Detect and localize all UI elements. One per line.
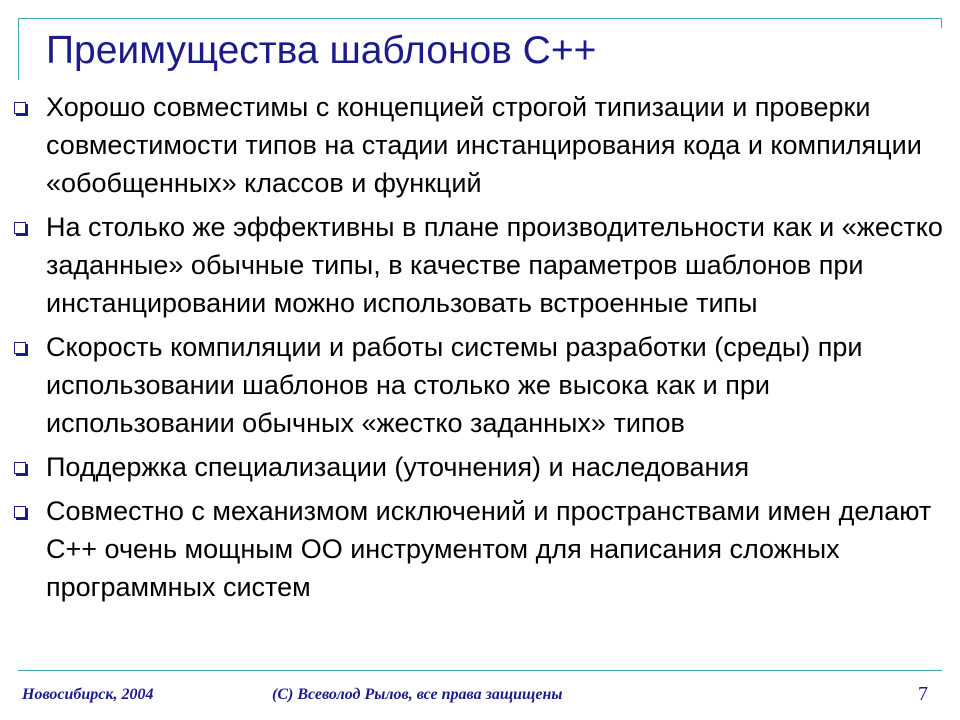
frame-top-line [18,18,942,19]
bullet-item [0,448,946,486]
square-bullet-icon [14,222,26,234]
square-bullet-icon [14,462,26,474]
frame-right-tick [941,18,942,28]
bullet-text: Совместно с механизмом исключений и пространствами имен делают C++ очень мощным ОО инструментом для написания сложных программных систем [46,496,932,602]
bullet-item [0,492,946,606]
footer-copyright: (C) Всеволод Рылов, все права защищены [272,686,563,703]
page-number: 7 [918,683,928,705]
square-bullet-icon [14,342,26,354]
bullet-text: Хорошо совместимы с концепцией строгой типизации и проверки совместимости типов на стадии инстанцирования кода и компиляции «обобщенных» классов и функций [46,92,922,198]
square-bullet-icon [14,506,26,518]
bullet-text: На столько же эффективны в плане производительности как и «жестко заданные» обычные типы, в качестве параметров шаблонов при инстанцировании можно использовать встроенные типы [46,212,943,318]
bullet-list [0,88,960,612]
bullet-text: Скорость компиляции и работы системы разработки (среды) при использовании шаблонов на столько же высока как и при использовании обычных «жестко заданных» типов [46,332,863,438]
bullet-text: Поддержка специализации (уточнения) и наследования [46,452,750,482]
square-bullet-icon [14,102,26,114]
footer-divider [18,670,942,671]
slide-title: Преимущества шаблонов C++ [46,29,597,72]
frame-left-line [18,18,19,80]
footer-location: Новосибирск, 2004 [22,686,154,703]
bullet-item [0,208,946,322]
bullet-item [0,328,946,442]
bullet-item [0,88,946,202]
